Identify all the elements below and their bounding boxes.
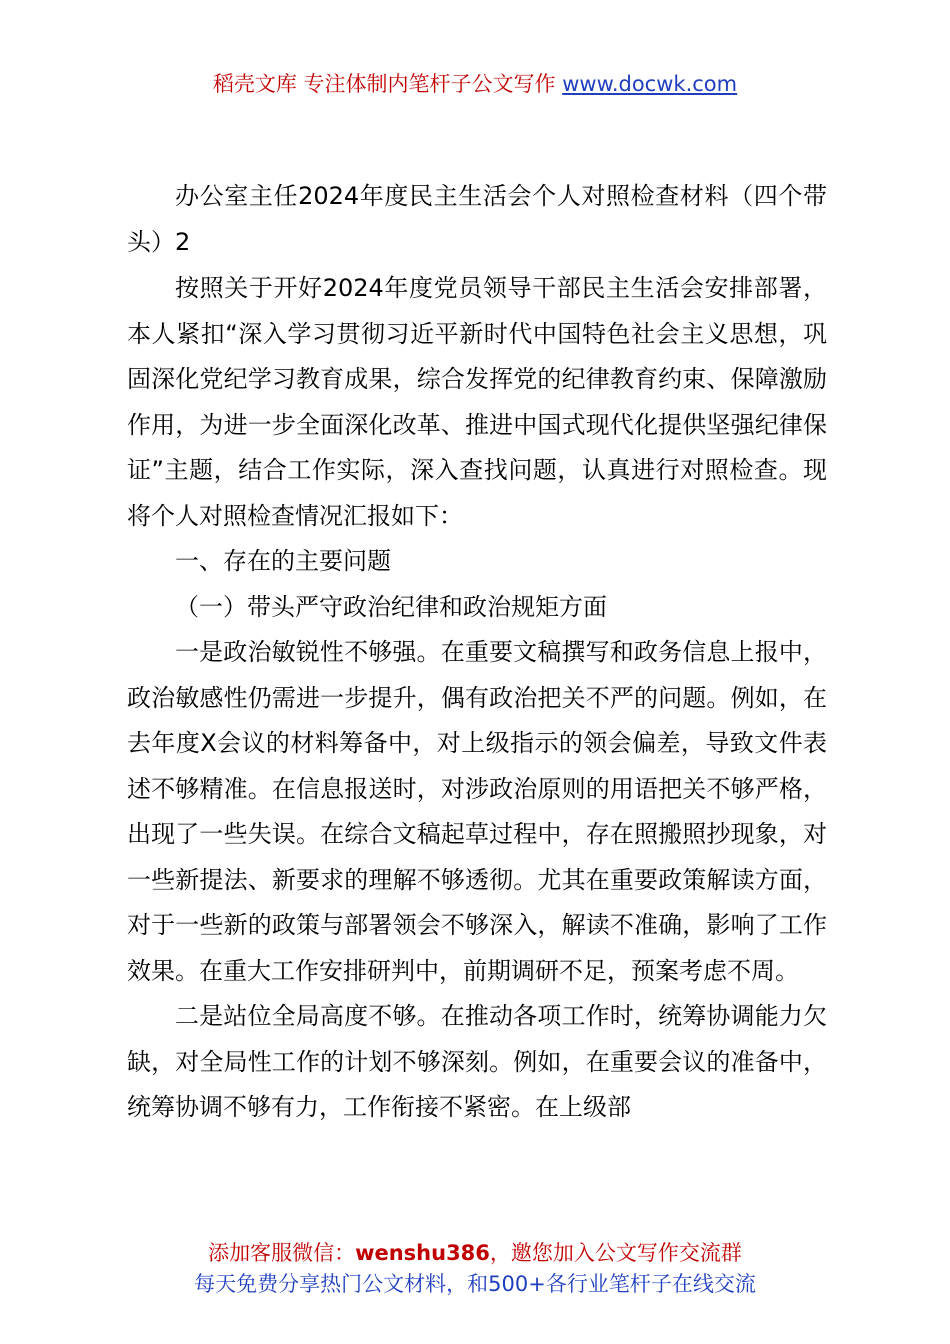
body-paragraph: 一是政治敏锐性不够强。在重要文稿撰写和政务信息上报中，政治敏感性仍需进一步提升，偶有政治把关不严的问题。例如，在去年度X会议的材料筹备中，对上级指示的领会偏差，导致文件表述不够精准。在信息报送时，对涉政治原则的用语把关不够严格，出现了一些失误。在综合文稿起草过程中，存在照搬照抄现象，对一些新提法、新要求的理解不够透彻。尤其在重要政策解读方面，对于一些新的政策与部署领会不够深入，解读不准确，影响了工作效果。在重大工作安排研判中，前期调研不足，预案考虑不周。 bbox=[127, 638, 827, 985]
body-paragraph: 二是站位全局高度不够。在推动各项工作时，统筹协调能力欠缺，对全局性工作的计划不够深刻。例如，在重要会议的准备中，统筹协调不够有力，工作衔接不紧密。在上级部 bbox=[127, 1002, 827, 1121]
header-brand-text: 稻壳文库 专注体制内笔杆子公文写作 bbox=[212, 72, 563, 96]
footer-line-wechat bbox=[0, 1238, 950, 1269]
page-header bbox=[0, 70, 950, 98]
header-website-link[interactable]: www.docwk.com bbox=[562, 72, 738, 96]
page-footer bbox=[0, 1238, 950, 1300]
section-heading: 一、存在的主要问题 bbox=[175, 547, 391, 575]
subsection-heading: （一）带头严守政治纪律和政治规矩方面 bbox=[175, 592, 607, 621]
intro-paragraph: 按照关于开好2024年度党员领导干部民主生活会安排部署，本人紧扣“深入学习贯彻习近平新时代中国特色社会主义思想，巩固深化党纪学习教育成果，综合发挥党的纪律教育约束、保障激励作用，为进一步全面深化改革、推进中国式现代化提供坚强纪律保证”主题，结合工作实际，深入查找问题，认真进行对照检查。现将个人对照检查情况汇报如下： bbox=[127, 274, 827, 530]
document-body bbox=[127, 174, 827, 1131]
footer-wechat-prefix: 添加客服微信： bbox=[208, 1241, 356, 1265]
footer-wechat-id: wenshu386 bbox=[355, 1241, 490, 1265]
document-title: 办公室主任2024年度民主生活会个人对照检查材料（四个带头）2 bbox=[127, 182, 827, 256]
footer-wechat-suffix: ，邀您加入公文写作交流群 bbox=[489, 1241, 742, 1265]
footer-line-share: 每天免费分享热门公文材料，和500+各行业笔杆子在线交流 bbox=[194, 1272, 756, 1296]
